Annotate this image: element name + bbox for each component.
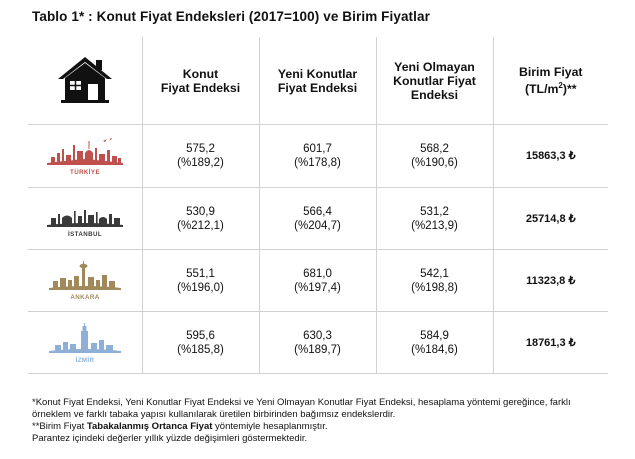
header-new-housing-index: Yeni Konutlar Fiyat Endeksi bbox=[259, 37, 376, 125]
unit-price-cell: 15863,3 ₺ bbox=[493, 125, 608, 188]
old-housing-index-cell: 584,9 (%184,6) bbox=[376, 312, 493, 374]
header-old-housing-index: Yeni Olmayan Konutlar Fiyat Endeksi bbox=[376, 37, 493, 125]
table-row-ankara bbox=[28, 250, 608, 312]
housing-index-cell: 595,6 (%185,8) bbox=[142, 312, 259, 374]
region-label: ANKARA bbox=[70, 293, 100, 301]
new-housing-index-cell: 601,7 (%178,8) bbox=[259, 125, 376, 188]
table-row-istanbul bbox=[28, 188, 608, 250]
footnote-1: *Konut Fiyat Endeksi, Yeni Konutlar Fiyat Endeksi ve Yeni Olmayan Konutlar Fiyat Endeksi, hesaplama yöntemi gereğince, farklı bbox=[32, 397, 571, 408]
region-label: İSTANBUL bbox=[67, 230, 102, 238]
turkiye-skyline-icon bbox=[43, 135, 127, 177]
footnotes bbox=[32, 397, 632, 445]
housing-price-table bbox=[28, 37, 608, 374]
header-housing-index: Konut Fiyat Endeksi bbox=[142, 37, 259, 125]
unit-price-cell: 18761,3 ₺ bbox=[493, 312, 608, 374]
header-unit-price: Birim Fiyat $(TL/m^2)**$ bbox=[493, 37, 608, 125]
region-label: TÜRKİYE bbox=[69, 169, 100, 176]
footnote-3: Parantez içindeki değerler yıllık yüzde değişimleri göstermektedir. bbox=[32, 433, 308, 444]
ankara-skyline-icon bbox=[43, 259, 127, 303]
region-cell bbox=[28, 188, 142, 250]
izmir-skyline-icon bbox=[43, 321, 127, 365]
footnote-1-cont: örneklem ve farklı tabaka yapısı kullanılarak üretilen birbirinden bağımsız endekslerdir. bbox=[32, 409, 396, 420]
footnote-2: **Birim Fiyat Tabakalanmış Ortanca Fiyat yöntemiyle hesaplanmıştır. bbox=[32, 421, 328, 432]
housing-index-cell: 530,9 (%212,1) bbox=[142, 188, 259, 250]
unit-price-cell: 25714,8 ₺ bbox=[493, 188, 608, 250]
new-housing-index-cell: 630,3 (%189,7) bbox=[259, 312, 376, 374]
housing-index-cell: 551,1 (%196,0) bbox=[142, 250, 259, 312]
old-housing-index-cell: 542,1 (%198,8) bbox=[376, 250, 493, 312]
region-label: İZMİR bbox=[75, 356, 95, 364]
istanbul-skyline-icon bbox=[43, 198, 127, 240]
new-housing-index-cell: 566,4 (%204,7) bbox=[259, 188, 376, 250]
region-cell bbox=[28, 250, 142, 312]
header-row bbox=[28, 37, 608, 125]
table-row-turkiye bbox=[28, 125, 608, 188]
new-housing-index-cell: 681,0 (%197,4) bbox=[259, 250, 376, 312]
unit-price-cell: 11323,8 ₺ bbox=[493, 250, 608, 312]
house-icon bbox=[55, 54, 115, 104]
old-housing-index-cell: 531,2 (%213,9) bbox=[376, 188, 493, 250]
table-title: Tablo 1* : Konut Fiyat Endeksleri (2017=100) ve Birim Fiyatlar bbox=[32, 9, 430, 24]
region-cell bbox=[28, 312, 142, 374]
region-cell bbox=[28, 125, 142, 188]
housing-index-cell: 575,2 (%189,2) bbox=[142, 125, 259, 188]
house-icon-cell bbox=[28, 37, 142, 125]
table-row-izmir bbox=[28, 312, 608, 374]
old-housing-index-cell: 568,2 (%190,6) bbox=[376, 125, 493, 188]
